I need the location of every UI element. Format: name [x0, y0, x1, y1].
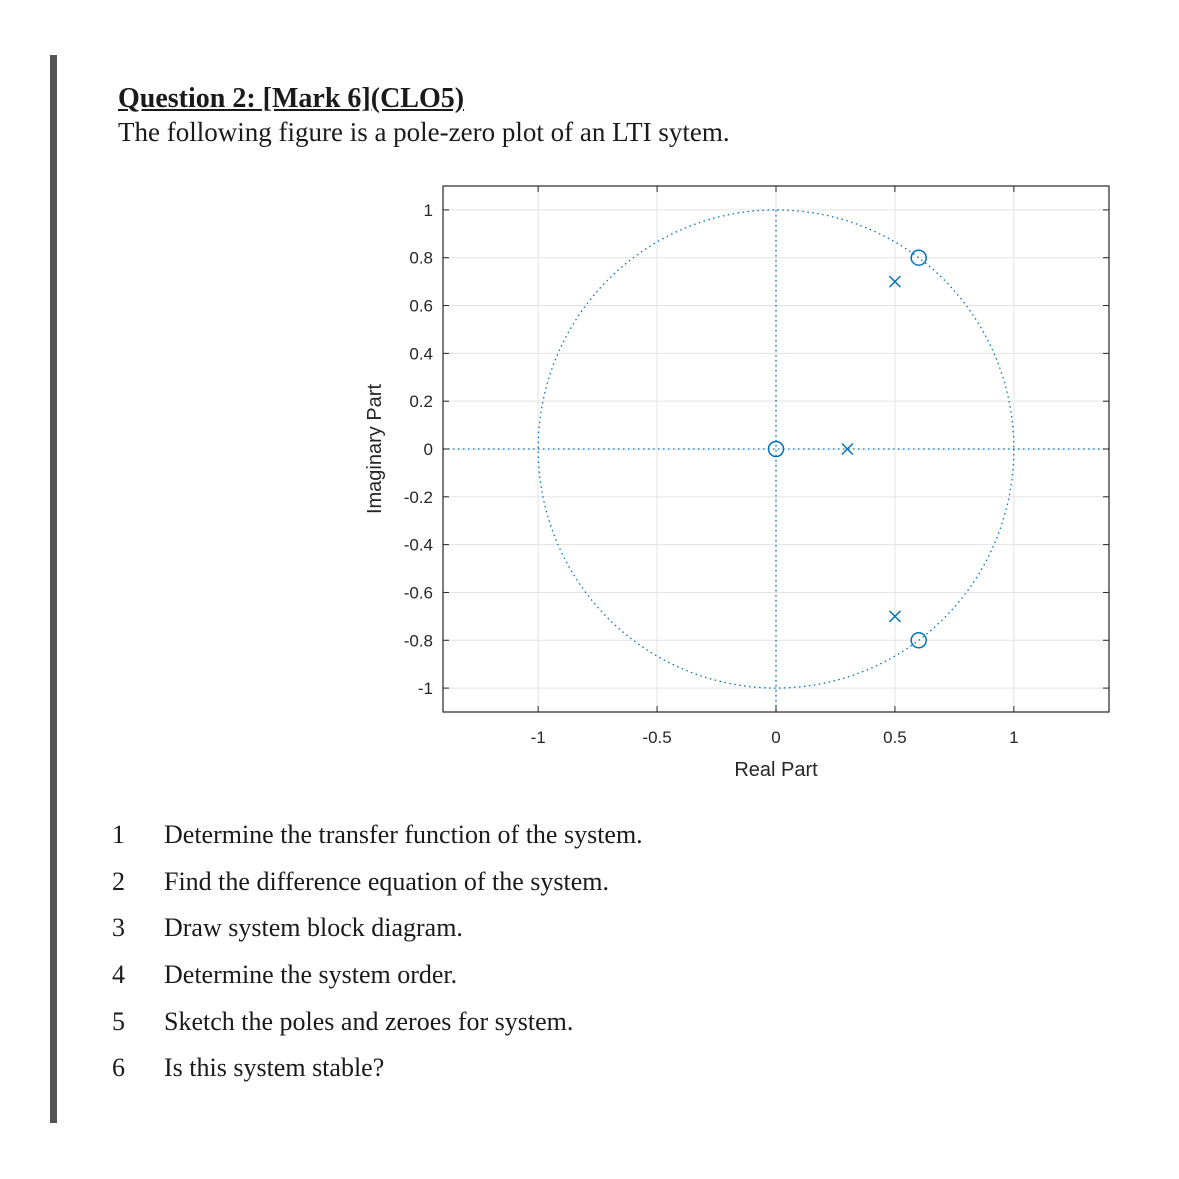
task-text: Determine the system order. [164, 960, 458, 990]
y-axis-label: Imaginary Part [364, 383, 386, 515]
task-item [112, 812, 643, 859]
y-tick-label: -0.4 [403, 535, 433, 555]
question-intro: The following figure is a pole-zero plot of an LTI sytem. [118, 117, 730, 147]
task-number: 6 [112, 1053, 125, 1083]
task-number: 1 [112, 820, 125, 850]
y-tick-label: 1 [423, 200, 433, 220]
x-axis-label: Real Part [734, 759, 818, 781]
task-item [112, 998, 643, 1045]
y-tick-label: 0.8 [409, 248, 433, 268]
y-tick-label: -0.2 [403, 487, 433, 507]
task-item [112, 905, 643, 952]
y-tick-label: -1 [417, 679, 433, 699]
x-tick-label: 0 [771, 728, 781, 747]
task-number: 5 [112, 1006, 125, 1036]
task-text: Sketch the poles and zeroes for system. [164, 1006, 574, 1036]
task-number: 4 [112, 960, 125, 990]
x-tick-label: -1 [530, 728, 546, 747]
y-tick-label: -0.8 [403, 631, 433, 651]
task-list [112, 812, 643, 1092]
y-tick-label: 0 [423, 440, 433, 459]
x-tick-label: 0.5 [883, 728, 907, 747]
x-tick-label: -0.5 [642, 728, 672, 747]
x-tick-label: 1 [1009, 728, 1019, 747]
y-tick-label: 0.2 [409, 392, 433, 412]
task-text: Is this system stable? [164, 1053, 385, 1083]
task-item [112, 1045, 643, 1092]
task-text: Draw system block diagram. [164, 913, 463, 943]
y-tick-label: 0.6 [409, 296, 433, 316]
task-item [112, 859, 643, 906]
task-text: Determine the transfer function of the system. [164, 820, 643, 850]
task-item [112, 952, 643, 999]
task-text: Find the difference equation of the system. [164, 866, 610, 896]
y-tick-label: -0.6 [403, 583, 433, 603]
y-tick-label: 0.4 [409, 344, 433, 364]
task-number: 2 [112, 866, 125, 896]
question-title: Question 2: [Mark 6](CLO5) [118, 83, 465, 114]
task-number: 3 [112, 913, 125, 943]
